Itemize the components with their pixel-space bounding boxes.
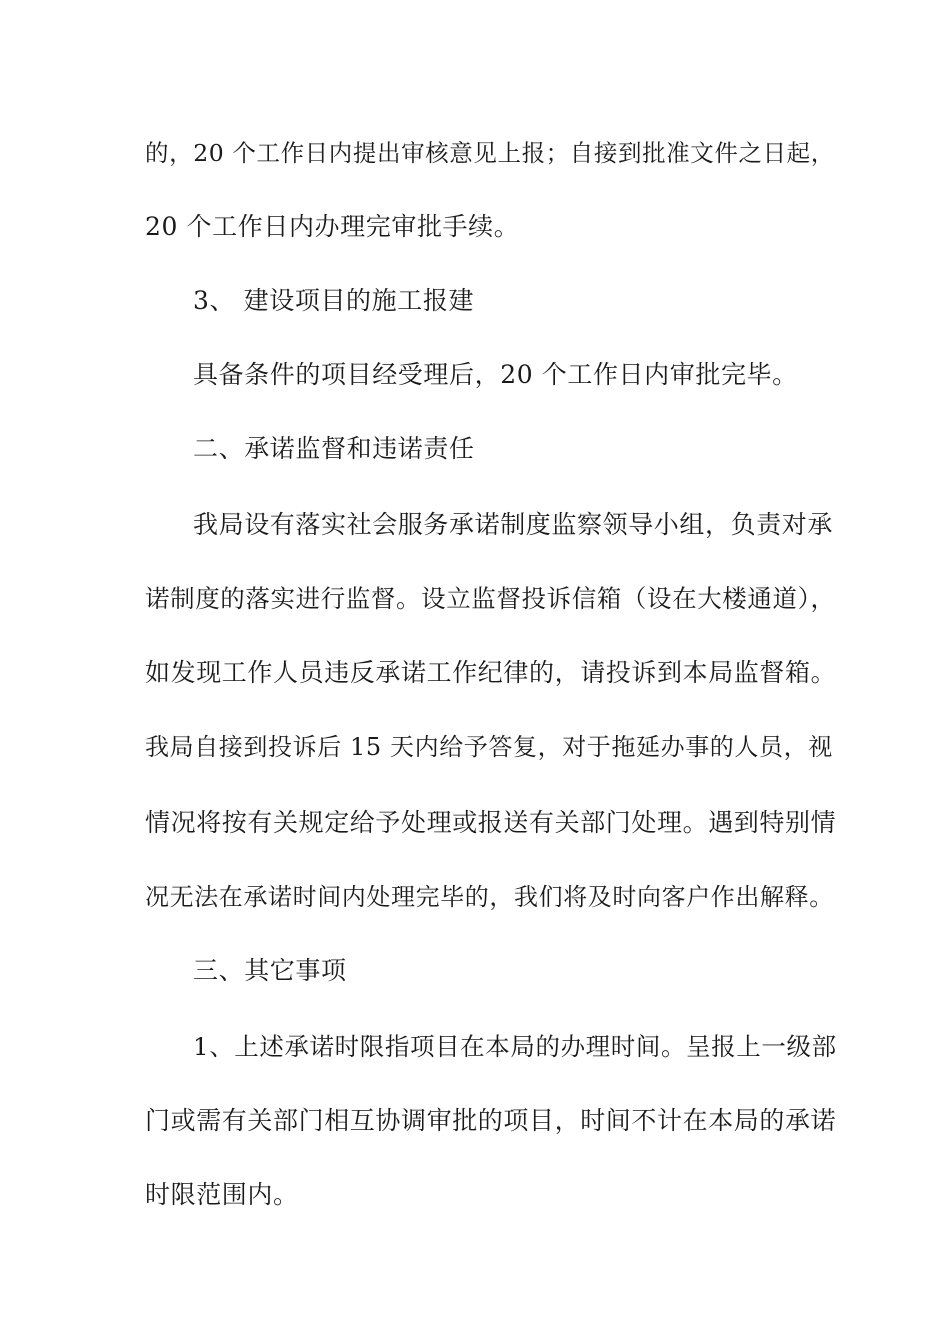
paragraph-line: 具备条件的项目经受理后，20 个工作日内审批完毕。 xyxy=(193,360,798,389)
section-heading: 二、承诺监督和违诺责任 xyxy=(193,434,475,463)
paragraph-line: 时限范围内。 xyxy=(145,1180,299,1209)
paragraph-line: 情况将按有关规定给予处理或报送有关部门处理。遇到特别情 xyxy=(145,808,837,837)
section-heading: 三、其它事项 xyxy=(193,956,347,985)
paragraph-line: 1、上述承诺时限指项目在本局的办理时间。呈报上一级部 xyxy=(193,1032,837,1061)
paragraph-line: 我局自接到投诉后 15 天内给予答复，对于拖延办事的人员，视 xyxy=(145,733,833,761)
paragraph-line: 的，20 个工作日内提出审核意见上报；自接到批准文件之日起， xyxy=(145,139,835,167)
paragraph-line: 诺制度的落实进行监督。设立监督投诉信箱（设在大楼通道）， xyxy=(145,584,836,613)
section-heading: 3、 建设项目的施工报建 xyxy=(193,286,475,315)
paragraph-line: 我局设有落实社会服务承诺制度监察领导小组，负责对承 xyxy=(193,510,834,539)
paragraph-line: 如发现工作人员违反承诺工作纪律的，请投诉到本局监督箱。 xyxy=(145,658,837,687)
paragraph-line: 20 个工作日内办理完审批手续。 xyxy=(145,212,520,241)
paragraph-line: 门或需有关部门相互协调审批的项目，时间不计在本局的承诺 xyxy=(145,1106,837,1135)
paragraph-line: 况无法在承诺时间内处理完毕的，我们将及时向客户作出解释。 xyxy=(145,883,834,911)
